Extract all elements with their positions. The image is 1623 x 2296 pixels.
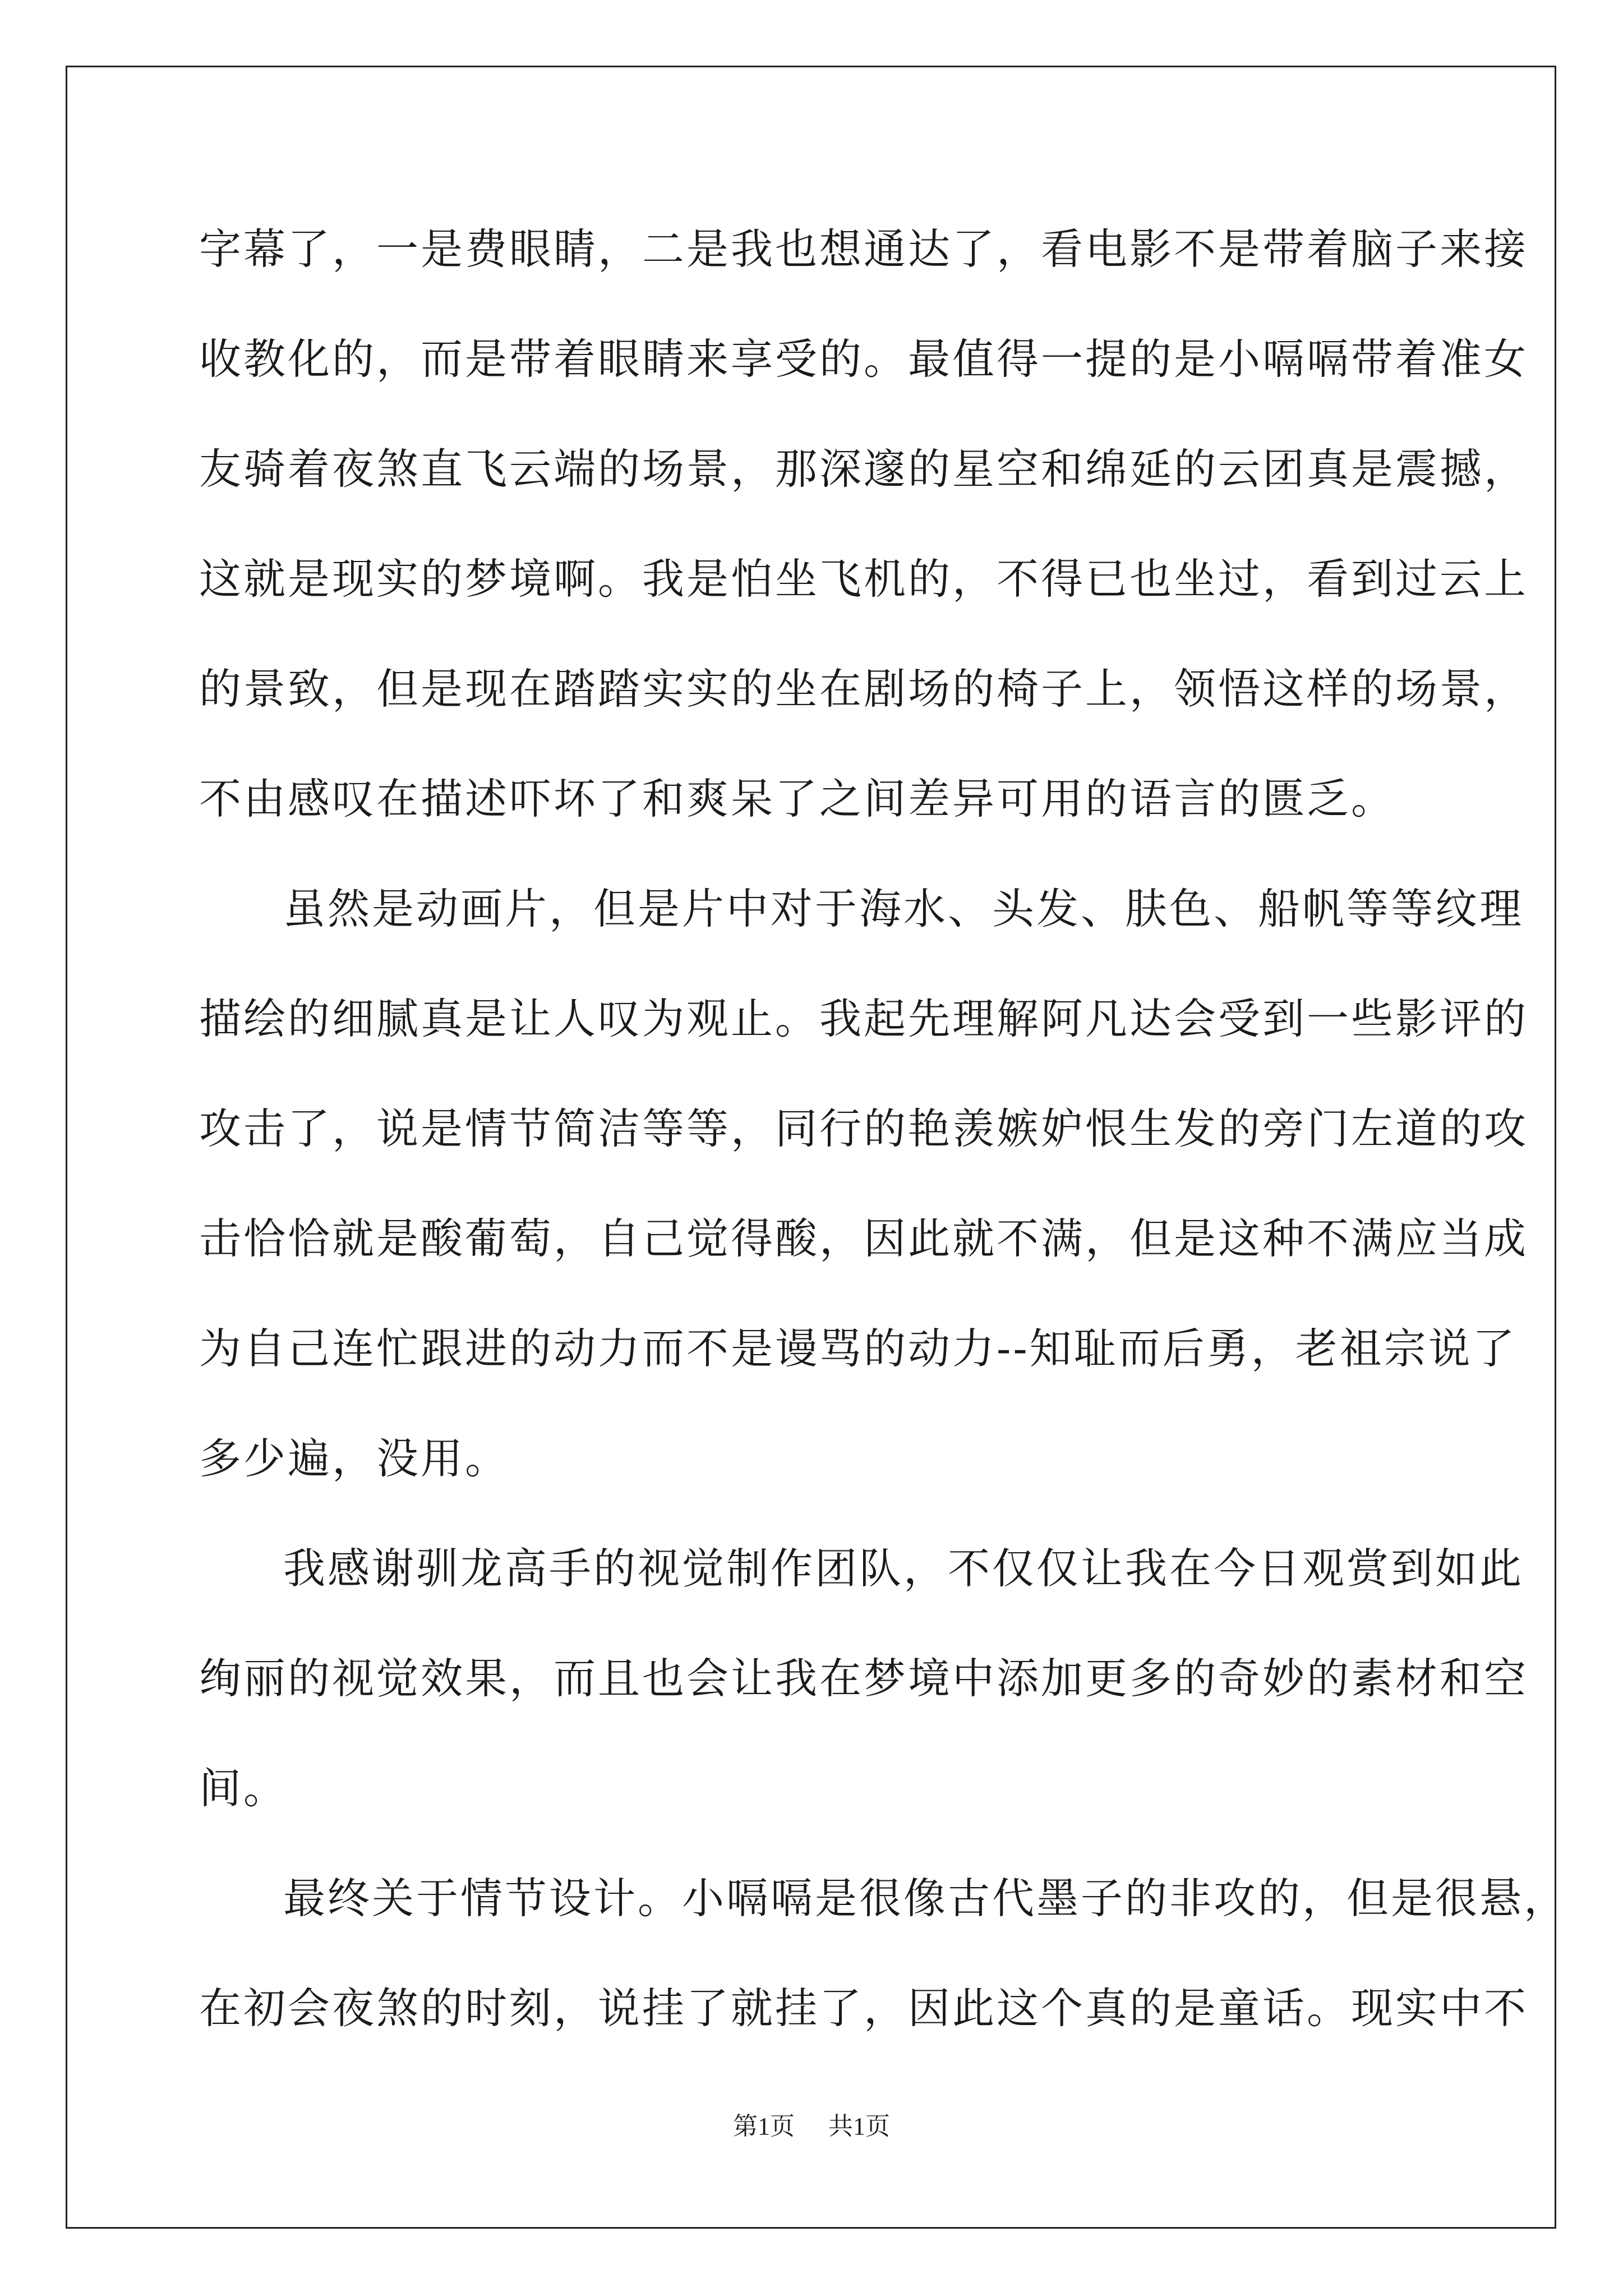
text-line: 最终关于情节设计。小嗝嗝是很像古代墨子的非攻的，但是很悬， xyxy=(283,1874,1569,1923)
text-line: 虽然是动画片，但是片中对于海水、头发、肤色、船帆等等纹理 xyxy=(283,884,1524,933)
text-line: 的景致，但是现在踏踏实实的坐在剧场的椅子上，领悟这样的场景， xyxy=(199,664,1529,714)
text-line: 间。 xyxy=(199,1764,288,1813)
text-line: 字幕了，一是费眼睛，二是我也想通达了，看电影不是带着脑子来接 xyxy=(199,224,1529,274)
page-number: 第1页 xyxy=(733,2113,795,2140)
text-line: 描绘的细腻真是让人叹为观止。我起先理解阿凡达会受到一些影评的 xyxy=(199,994,1529,1043)
text-line: 收教化的，而是带着眼睛来享受的。最值得一提的是小嗝嗝带着准女 xyxy=(199,334,1529,384)
text-line: 友骑着夜煞直飞云端的场景，那深邃的星空和绵延的云团真是震撼， xyxy=(199,444,1529,494)
text-line: 这就是现实的梦境啊。我是怕坐飞机的，不得已也坐过，看到过云上 xyxy=(199,554,1529,604)
text-line: 为自己连忙跟进的动力而不是谩骂的动力--知耻而后勇，老祖宗说了 xyxy=(199,1324,1517,1373)
text-line: 绚丽的视觉效果，而且也会让我在梦境中添加更多的奇妙的素材和空 xyxy=(199,1654,1529,1703)
text-line: 在初会夜煞的时刻，说挂了就挂了，因此这个真的是童话。现实中不 xyxy=(199,1984,1529,2033)
page-footer xyxy=(0,2111,1623,2142)
text-line: 我感谢驯龙高手的视觉制作团队，不仅仅让我在今日观赏到如此 xyxy=(283,1544,1524,1593)
text-line: 多少遍，没用。 xyxy=(199,1434,510,1483)
text-line: 攻击了，说是情节简洁等等，同行的艳羡嫉妒恨生发的旁门左道的攻 xyxy=(199,1104,1529,1153)
document-body xyxy=(199,216,1569,2085)
text-line: 击恰恰就是酸葡萄，自己觉得酸，因此就不满，但是这种不满应当成 xyxy=(199,1214,1529,1263)
text-line: 不由感叹在描述吓坏了和爽呆了之间差异可用的语言的匮乏。 xyxy=(199,774,1396,823)
page-total: 共1页 xyxy=(828,2113,890,2140)
